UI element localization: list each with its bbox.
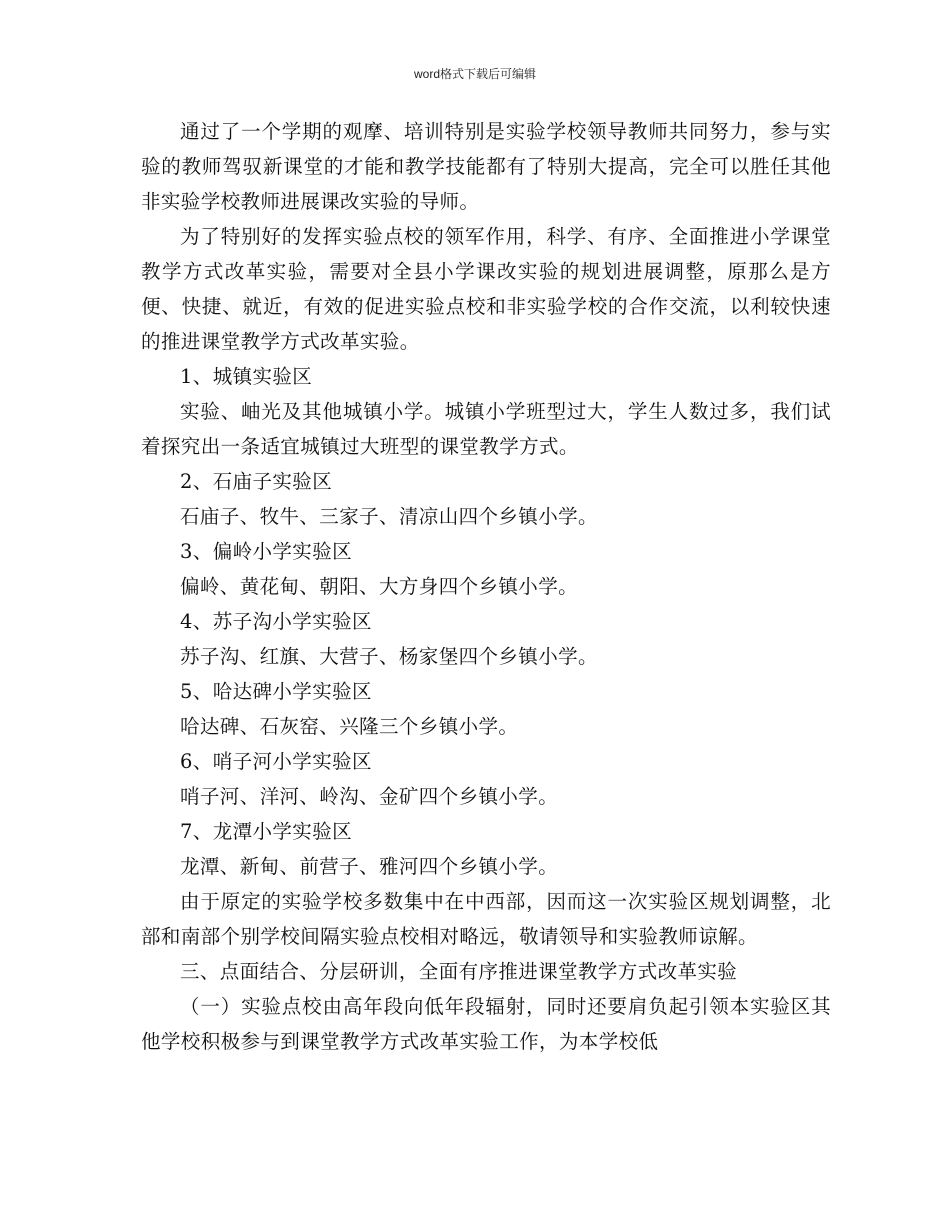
section-heading: 6、哨子河小学实验区 xyxy=(180,750,372,773)
section-heading: 5、哈达碑小学实验区 xyxy=(180,680,372,703)
section-heading: 2、石庙子实验区 xyxy=(180,470,333,493)
document-body xyxy=(141,114,831,1059)
paragraph: 为了特别好的发挥实验点校的领军作用，科学、有序、全面推进小学课堂教学方式改革实验，需要对全县小学课改实验的规划进展调整，原那么是方便、快捷、就近，有效的促进实验点校和非实验学校的合作交流，以利较快速的推进课堂教学方式改革实验。 xyxy=(141,225,831,353)
paragraph: 由于原定的实验学校多数集中在中西部，因而这一次实验区规划调整，北部和南部个别学校间隔实验点校相对略远，敬请领导和实验教师谅解。 xyxy=(141,890,831,948)
section-heading: 4、苏子沟小学实验区 xyxy=(180,610,372,633)
paragraph: 哈达碑、石灰窑、兴隆三个乡镇小学。 xyxy=(180,715,519,738)
paragraph: （一）实验点校由高年段向低年段辐射，同时还要肩负起引领本实验区其他学校积极参与到课堂教学方式改革实验工作，为本学校低 xyxy=(141,995,831,1053)
section-heading: 3、偏岭小学实验区 xyxy=(180,540,353,563)
paragraph: 苏子沟、红旗、大营子、杨家堡四个乡镇小学。 xyxy=(180,645,598,668)
paragraph: 实验、岫光及其他城镇小学。城镇小学班型过大，学生人数过多，我们试着探究出一条适宜城镇过大班型的课堂教学方式。 xyxy=(141,400,831,458)
page-header: word格式下载后可编辑 xyxy=(413,67,536,81)
section-heading: 1、城镇实验区 xyxy=(180,365,313,388)
paragraph: 龙潭、新甸、前营子、雅河四个乡镇小学。 xyxy=(180,855,559,878)
section-heading: 三、点面结合、分层研训，全面有序推进课堂教学方式改革实验 xyxy=(180,960,738,983)
paragraph: 石庙子、牧牛、三家子、清凉山四个乡镇小学。 xyxy=(180,505,598,528)
paragraph: 哨子河、洋河、岭沟、金矿四个乡镇小学。 xyxy=(180,785,559,808)
paragraph: 偏岭、黄花甸、朝阳、大方身四个乡镇小学。 xyxy=(180,575,579,598)
paragraph: 通过了一个学期的观摩、培训特别是实验学校领导教师共同努力，参与实验的教师驾驭新课堂的才能和教学技能都有了特别大提高，完全可以胜任其他非实验学校教师进展课改实验的导师。 xyxy=(141,120,831,213)
section-heading: 7、龙潭小学实验区 xyxy=(180,820,353,843)
